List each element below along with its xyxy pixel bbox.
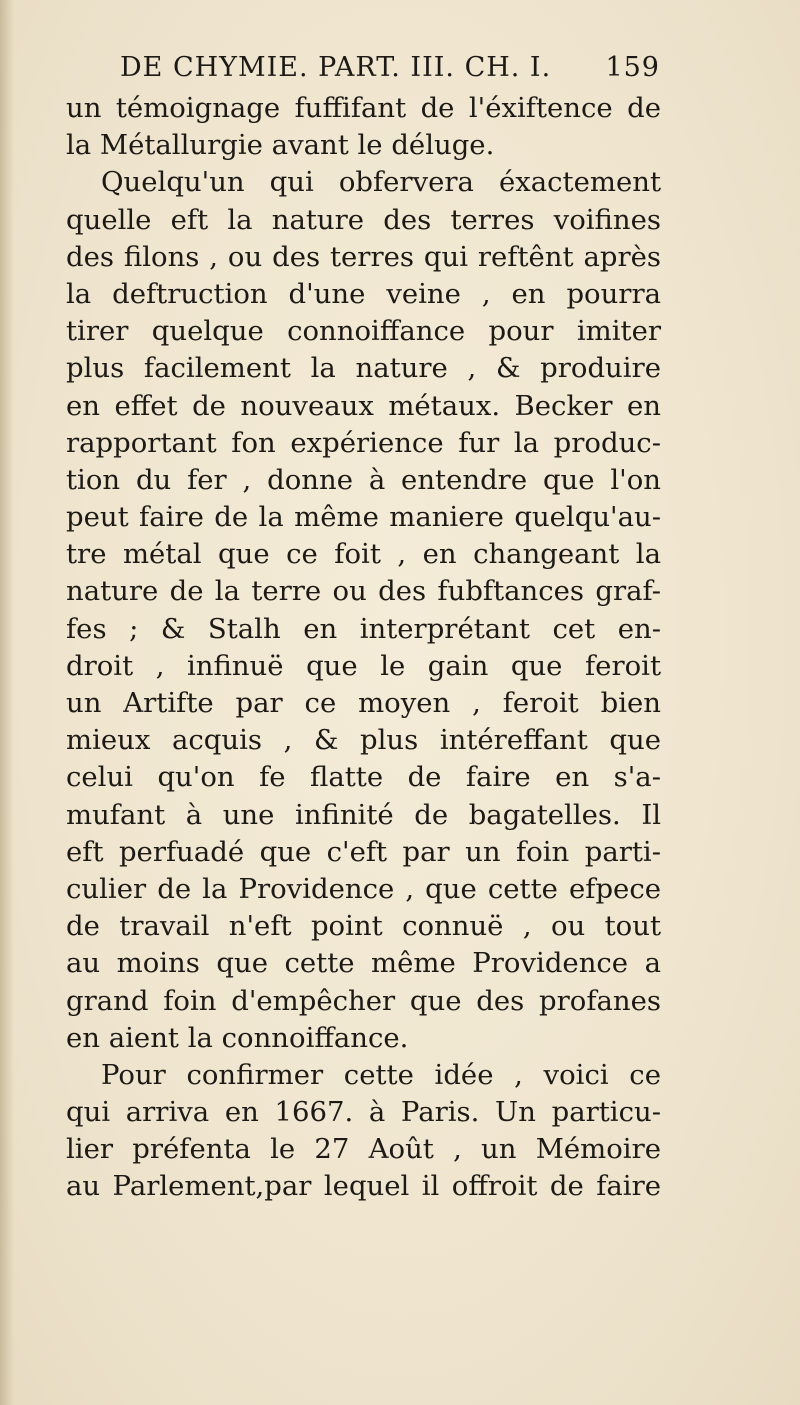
text-line: lier préfenta le 27 Août , un Mémoire [66,1133,661,1166]
page-gutter-shadow [0,0,14,1405]
text-line: des filons , ou des terres qui reftênt après [66,240,661,273]
text-line: qui arriva en 1667. à Paris. Un particu- [66,1096,661,1129]
text-line: tre métal que ce foit , en changeant la [66,538,661,571]
text-line: peut faire de la même maniere quelqu'au- [66,501,661,534]
text-line: tirer quelque connoiffance pour imiter [66,315,661,348]
running-title: DE CHYMIE. PART. III. CH. I. [120,52,552,83]
text-line: Quelqu'un qui obfervera éxactement [101,166,661,199]
body-text [66,90,661,1206]
text-line: un Artifte par ce moyen , feroit bien [66,687,661,719]
text-line: mufant à une infinité de bagatelles. Il [66,798,661,831]
text-line: culier de la Providence , que cette efpece [66,872,661,905]
text-line: un témoignage fuffifant de l'éxiftence de [66,92,661,124]
text-line: de travail n'eft point connuë , ou tout [66,910,661,943]
text-line: quelle eft la nature des terres voifines [66,203,661,236]
text-line: mieux acquis , & plus intéreffant que [66,724,661,757]
text-line: eft perfuadé que c'eft par un foin parti- [66,835,661,868]
text-line: au Parlement,par lequel il offroit de faire [66,1170,661,1203]
text-line: celui qu'on fe flatte de faire en s'a- [66,761,661,794]
text-line: rapportant fon expérience fur la produc- [66,426,661,459]
page-header [120,52,660,92]
text-line: en aient la connoiffance. [66,1021,409,1054]
text-line: la deftruction d'une veine , en pourra [66,277,661,310]
text-line: au moins que cette même Providence a [66,947,661,980]
text-line: grand foin d'empêcher que des profanes [66,984,661,1017]
text-line: plus facilement la nature , & produire [66,352,661,385]
text-line: tion du fer , donne à entendre que l'on [66,463,661,496]
text-line: en effet de nouveaux métaux. Becker en [66,389,661,422]
text-line: droit , infinuë que le gain que feroit [66,649,661,682]
text-line: nature de la terre ou des fubftances graf- [66,575,661,608]
text-line: Pour confirmer cette idée , voici ce [101,1058,661,1091]
text-line: fes ; & Stalh en interprétant cet en- [66,612,661,645]
page-number: 159 [605,52,660,83]
text-line: la Métallurgie avant le déluge. [66,129,495,162]
